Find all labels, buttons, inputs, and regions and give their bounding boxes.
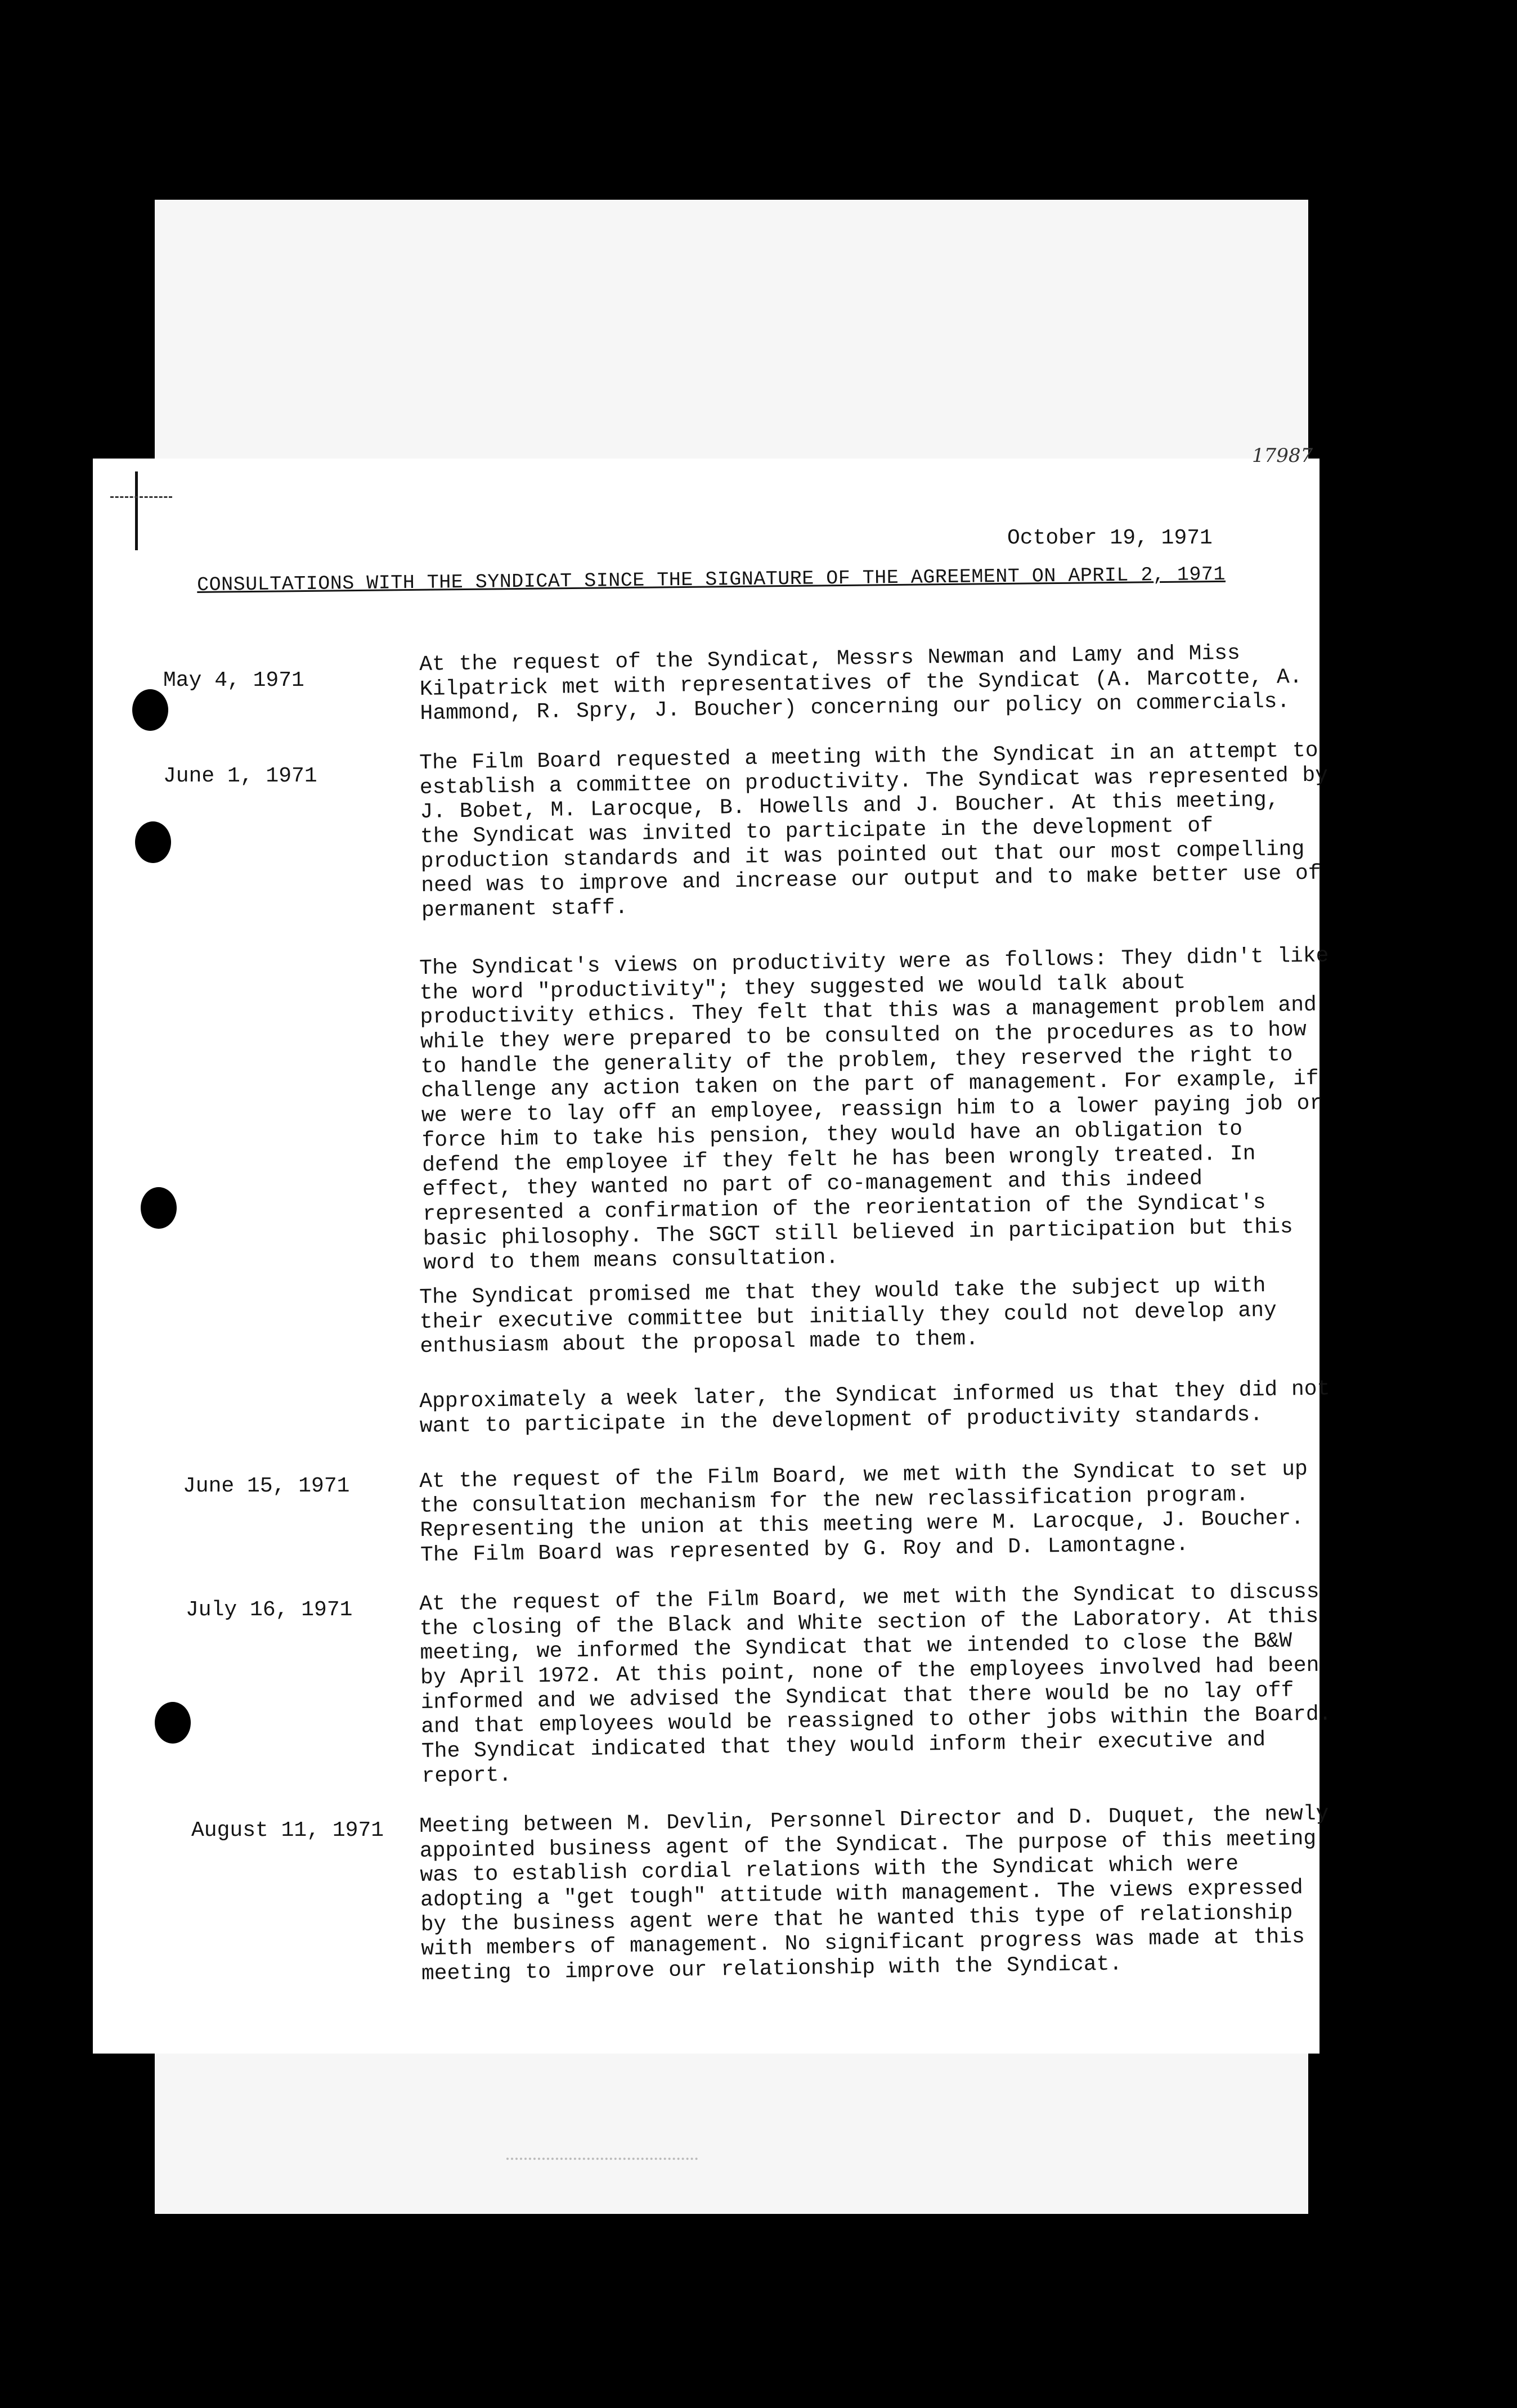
document-heading: CONSULTATIONS WITH THE SYNDICAT SINCE THE SIGNATURE OF THE AGREEMENT ON APRIL 2, 1971 [197, 563, 1226, 596]
entry-paragraph: At the request of the Film Board, we met with the Syndicat to discuss the closing of the Black and White section of the Laboratory. At this meeting, we informed the Syndicat that we intended to close the B&W by April 1972. At this point, none of the employees involved had been informed and we advised the Syndicat that there would be no lay off and that employees would be reassigned to other jobs within the Board. The Syndicat indicated that they would inform their executive and report. [419, 1579, 1332, 1789]
document-date: October 19, 1971 [1007, 526, 1213, 550]
entry-paragraph: The Syndicat promised me that they would take the subject up with their executive committee but initially they could not develop any enthusiasm about the proposal made to them. [419, 1273, 1277, 1359]
entry-paragraph: At the request of the Film Board, we met with the Syndicat to set up the consultation mechanism for the new reclassification program. Representing the union at this meeting were M. Larocque, J. Boucher. The Film Board was represented by G. Roy and D. Lamontagne. [419, 1457, 1308, 1568]
entry-paragraph: The Syndicat's views on productivity were as follows: They didn't like the word "productivity"; they suggested we would talk about productivity ethics. They felt that this was a management problem and while they were prepared to be consulted on the procedures as to how to handle the generality of the problem, they reserved the right to challenge any action taken on the part of management. For example, if we were to lay off an employee, reassign him to a lower paying job or force him to take his pension, they would have an obligation to defend the employee if they felt he has been wrongly treated. In effect, they wanted no part of co-management and this indeed represented a confirmation of the reorientation of the Syndicat's basic philosophy. The SGCT still believed in participation but this word to them means consultation. [419, 944, 1329, 1276]
scan-artifact [506, 2158, 698, 2163]
entry-date: June 1, 1971 [163, 764, 317, 788]
entry-paragraph: At the request of the Syndicat, Messrs Newman and Lamy and Miss Kilpatrick met with representatives of the Syndicat (A. Marcotte, A. Hammond, R. Spry, J. Boucher) concerning our policy on commercials. [419, 641, 1303, 726]
entry-date: July 16, 1971 [186, 1598, 353, 1622]
entry-date: August 11, 1971 [191, 1818, 384, 1843]
scanner-border [0, 2295, 1517, 2408]
entry-date: June 15, 1971 [183, 1474, 350, 1498]
entry-date: May 4, 1971 [163, 668, 304, 693]
entry-paragraph: Approximately a week later, the Syndicat informed us that they did not want to participate in the development of productivity standards. [419, 1377, 1330, 1439]
entry-paragraph: The Film Board requested a meeting with the Syndicat in an attempt to establish a committee on productivity. The Syndicat was represented by J. Bobet, M. Larocque, B. Howells and J. Boucher. At this meeting, the Syndicat was invited to participate in the development of production standards and it was pointed out that our most compelling need was to improve and increase our output and to make better use of permanent staff. [419, 738, 1329, 923]
handwritten-doc-number: 17987 [1252, 444, 1313, 467]
entry-paragraph: Meeting between M. Devlin, Personnel Director and D. Duquet, the newly appointed business agent of the Syndicat. The purpose of this meeting was to establish cordial relations with the Syndicat which were adopting a "get tough" attitude with management. The views expressed by the business agent were that he wanted this type of relationship with members of management. No significant progress was made at this meeting to improve our relationship with the Syndicat. [419, 1801, 1329, 1987]
